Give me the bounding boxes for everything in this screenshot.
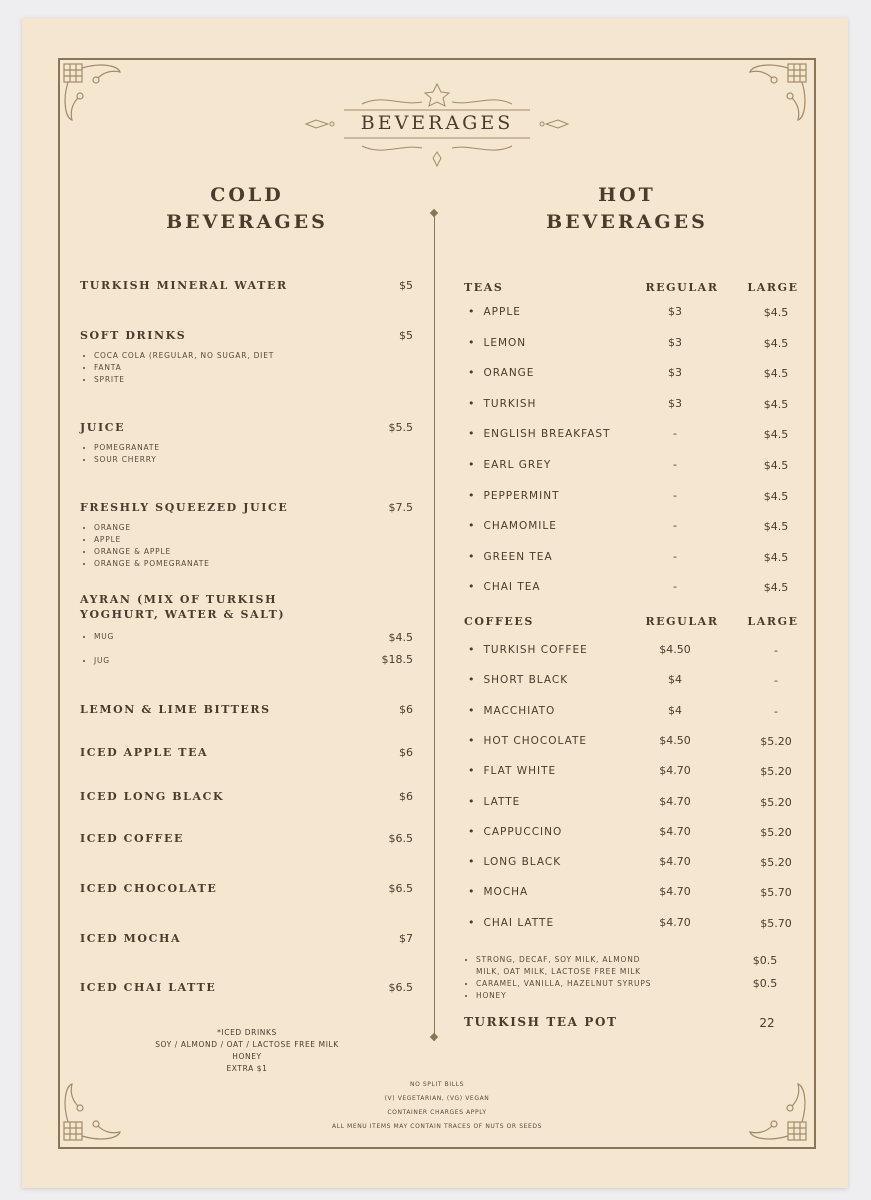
regular-price: - [673, 519, 677, 533]
cold-item-price: $7 [399, 932, 413, 945]
drink-name: • CHAMOMILE [468, 519, 557, 532]
cold-item-price: $7.5 [388, 501, 413, 514]
cold-item-name: FRESHLY SQUEEZED JUICE [80, 501, 289, 514]
cold-item-price: $6.5 [388, 882, 413, 895]
drink-name: • CAPPUCCINO [468, 825, 562, 838]
teas-header-label: TEAS [464, 281, 504, 294]
cold-heading-line1: COLD [210, 184, 284, 206]
drink-name: • PEPPERMINT [468, 489, 559, 502]
cold-item-price: $6.5 [388, 981, 413, 994]
cold-item-name: SOFT DRINKS [80, 329, 187, 342]
drink-name: • TURKISH COFFEE [468, 643, 588, 656]
drink-name: • HOT CHOCOLATE [468, 734, 587, 747]
cold-item-options [81, 522, 210, 570]
cold-item-price: $5.5 [388, 421, 413, 434]
drink-name: • FLAT WHITE [468, 764, 556, 777]
option-item: • MUG [94, 631, 114, 643]
large-price: $4.5 [763, 489, 789, 503]
cold-item-price: $5 [399, 279, 413, 292]
note-line: EXTRA $1 [226, 1064, 268, 1073]
coffees-header-label: COFFEES [464, 615, 534, 628]
drink-name: • LONG BLACK [468, 855, 561, 868]
footer-line: CONTAINER CHARGES APPLY [387, 1109, 487, 1116]
hot-heading [502, 182, 752, 236]
corner-ornament-bottom-right [746, 1080, 808, 1142]
cold-item-name: ICED APPLE TEA [80, 746, 209, 759]
coffees-header-large: LARGE [747, 615, 799, 628]
large-price: $4.5 [763, 550, 789, 564]
drink-name: • TURKISH [468, 397, 536, 410]
corner-ornament-top-right [746, 62, 808, 124]
drink-name: • LATTE [468, 795, 520, 808]
regular-price: - [673, 549, 677, 563]
coffee-extras [463, 954, 716, 1002]
corner-ornament-top-left [62, 62, 124, 124]
cold-item-options [81, 631, 114, 643]
cold-item-name: YOGHURT, WATER & SALT) [80, 608, 286, 621]
large-price: $5.20 [760, 795, 792, 809]
large-price: $5.20 [760, 856, 792, 870]
footer-line: (V) VEGETARIAN, (VG) VEGAN [384, 1095, 490, 1102]
drink-name: • EARL GREY [468, 458, 551, 471]
regular-price: $4.70 [659, 885, 691, 899]
extra-price: $0.5 [752, 954, 778, 967]
cold-item-price: $6 [399, 790, 413, 803]
drink-name: • GREEN TEA [468, 550, 553, 563]
large-price: $5.20 [760, 765, 792, 779]
large-price: - [774, 704, 778, 718]
drink-name: • MACCHIATO [468, 704, 555, 717]
drink-name: • ENGLISH BREAKFAST [468, 427, 611, 440]
large-price: $4.5 [763, 336, 789, 350]
option-item: • ORANGE & APPLE [94, 546, 210, 558]
large-price: $4.5 [763, 397, 789, 411]
large-price: $4.5 [763, 306, 789, 319]
regular-price: $4.70 [659, 794, 691, 808]
regular-price: $3 [668, 305, 682, 318]
tea-pot-name: TURKISH TEA POT [464, 1015, 618, 1029]
drink-name: • SHORT BLACK [468, 673, 568, 686]
regular-price: - [673, 580, 677, 594]
cold-item-options [81, 655, 110, 667]
drink-name: • LEMON [468, 336, 526, 349]
option-price: $18.5 [381, 653, 413, 666]
large-price: $4.5 [763, 367, 789, 381]
large-price: $4.5 [763, 520, 789, 534]
option-item: • SOUR CHERRY [94, 454, 160, 466]
cold-item-name: ICED COFFEE [80, 832, 184, 845]
large-price: $5.20 [760, 825, 792, 839]
cold-item-name: ICED LONG BLACK [80, 790, 225, 803]
extra-line: STRONG, DECAF, SOY MILK, ALMOND [476, 955, 641, 964]
option-item: • ORANGE [94, 522, 210, 534]
option-item: • ORANGE & POMEGRANATE [94, 558, 210, 570]
cold-item-price: $5 [399, 329, 413, 342]
cold-item-name: JUICE [80, 421, 126, 434]
drink-name: • CHAI TEA [468, 580, 541, 593]
extra-price: $0.5 [752, 977, 778, 990]
option-price: $4.5 [388, 631, 413, 644]
regular-price: - [673, 458, 677, 471]
tea-pot-price: 22 [759, 1016, 775, 1030]
regular-price: $4.50 [659, 643, 691, 656]
cold-item-name: ICED MOCHA [80, 932, 182, 945]
regular-price: $4.70 [659, 855, 691, 869]
large-price: $4.5 [763, 459, 789, 472]
hot-heading-line1: HOT [598, 184, 656, 206]
hot-heading-line2: BEVERAGES [546, 211, 708, 233]
large-price: $5.20 [760, 734, 792, 748]
page-title: BEVERAGES [360, 112, 514, 134]
menu-page [22, 18, 848, 1188]
regular-price: - [673, 427, 677, 441]
large-price: $5.70 [760, 916, 792, 930]
regular-price: $4.70 [659, 915, 691, 929]
note-line: HONEY [232, 1052, 262, 1061]
column-divider [434, 215, 435, 1041]
extra-item: • HONEY [476, 990, 716, 1002]
drink-name: • ORANGE [468, 366, 534, 379]
cold-item-price: $6.5 [388, 832, 413, 845]
drink-name: • MOCHA [468, 885, 528, 898]
large-price: - [774, 674, 778, 688]
cold-item-price: $6 [399, 746, 413, 759]
regular-price: $4 [668, 673, 682, 687]
extra-item [476, 954, 716, 978]
regular-price: $3 [668, 366, 682, 380]
cold-item-options [81, 350, 274, 386]
cold-heading [122, 182, 372, 236]
cold-item-name: AYRAN (MIX OF TURKISH [80, 593, 278, 606]
large-price: $4.5 [763, 428, 789, 442]
regular-price: $4 [668, 703, 682, 717]
teas-header-large: LARGE [747, 281, 799, 294]
note-line: *ICED DRINKS [217, 1028, 277, 1037]
regular-price: - [673, 488, 677, 502]
iced-drinks-note [122, 1027, 372, 1075]
regular-price: $4.50 [659, 733, 691, 747]
cold-item-name: ICED CHOCOLATE [80, 882, 218, 895]
coffees-header-regular: REGULAR [645, 615, 719, 628]
footer-notes [287, 1078, 587, 1134]
cold-item-price: $6 [399, 703, 413, 716]
drink-name: • APPLE [468, 305, 521, 318]
teas-header-regular: REGULAR [645, 281, 719, 294]
option-item: • JUG [94, 655, 110, 667]
corner-ornament-bottom-left [62, 1080, 124, 1142]
option-item: • COCA COLA (REGULAR, NO SUGAR, DIET [94, 350, 274, 362]
option-item: • POMEGRANATE [94, 442, 160, 454]
footer-line: ALL MENU ITEMS MAY CONTAIN TRACES OF NUTS OR SEEDS [331, 1123, 543, 1130]
cold-heading-line2: BEVERAGES [166, 211, 328, 233]
option-item: • FANTA [94, 362, 274, 374]
note-line: SOY / ALMOND / OAT / LACTOSE FREE MILK [155, 1040, 339, 1049]
option-item: • SPRITE [94, 374, 274, 386]
regular-price: $3 [668, 335, 682, 349]
cold-item-options [81, 442, 160, 466]
regular-price: $3 [668, 396, 682, 410]
regular-price: $4.70 [659, 764, 691, 778]
option-item: • APPLE [94, 534, 210, 546]
cold-item-name: ICED CHAI LATTE [80, 981, 217, 994]
large-price: - [774, 644, 778, 657]
regular-price: $4.70 [659, 824, 691, 838]
drink-name: • CHAI LATTE [468, 916, 554, 929]
cold-item-name: TURKISH MINERAL WATER [80, 279, 288, 292]
large-price: $4.5 [763, 581, 789, 595]
cold-item-name: LEMON & LIME BITTERS [80, 703, 271, 716]
extra-line: MILK, OAT MILK, LACTOSE FREE MILK [476, 967, 641, 976]
extra-item: • CARAMEL, VANILLA, HAZELNUT SYRUPS [476, 978, 716, 990]
footer-line: NO SPLIT BILLS [409, 1081, 464, 1088]
large-price: $5.70 [760, 886, 792, 900]
